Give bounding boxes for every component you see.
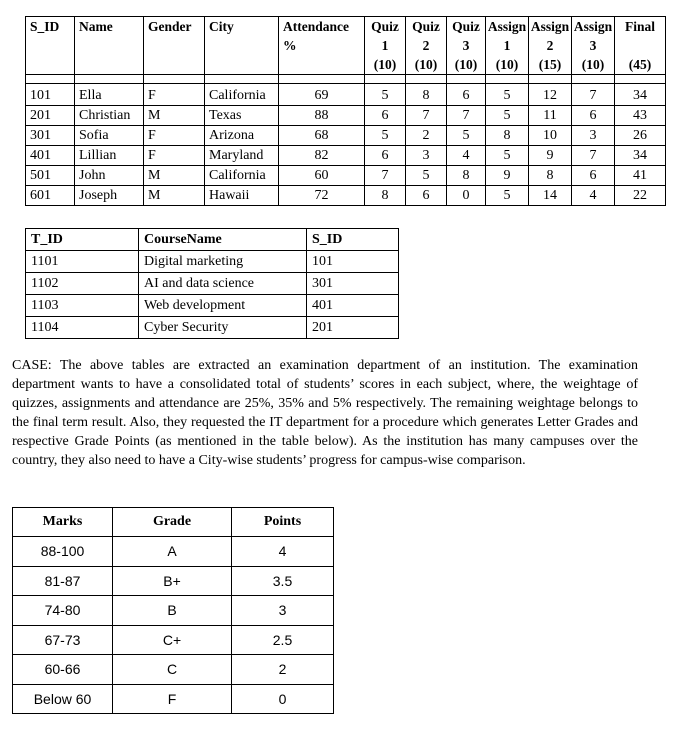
table-cell: 6 xyxy=(572,106,615,126)
table-cell: 5 xyxy=(486,186,529,206)
table-cell: 68 xyxy=(279,126,365,146)
table-cell: 1102 xyxy=(26,273,139,295)
table-cell: 69 xyxy=(279,84,365,106)
table-cell: 101 xyxy=(26,84,75,106)
table-row xyxy=(26,186,666,206)
table-cell: 201 xyxy=(307,317,399,339)
table-cell: Cyber Security xyxy=(139,317,307,339)
table-cell: 22 xyxy=(615,186,666,206)
table-cell: 3 xyxy=(232,596,334,626)
table-cell: F xyxy=(144,146,205,166)
header-grade: Grade xyxy=(113,508,232,537)
table-cell: Joseph xyxy=(75,186,144,206)
header-quiz-2: Quiz 2 (10) xyxy=(406,17,447,75)
table-cell: 1103 xyxy=(26,295,139,317)
header-quiz-1: Quiz 1 (10) xyxy=(365,17,406,75)
table-cell: 12 xyxy=(529,84,572,106)
table-row xyxy=(13,596,334,626)
table-cell: Ella xyxy=(75,84,144,106)
header-course-name: CourseName xyxy=(139,229,307,251)
table-cell: 7 xyxy=(572,146,615,166)
table-cell: 3 xyxy=(406,146,447,166)
table-cell: 5 xyxy=(486,106,529,126)
table-cell: 5 xyxy=(486,84,529,106)
table-cell: 2.5 xyxy=(232,625,334,655)
header-final: Final (45) xyxy=(615,17,666,75)
table-row xyxy=(26,317,399,339)
students-header-row xyxy=(26,17,666,75)
table-cell: 101 xyxy=(307,251,399,273)
table-cell: 4 xyxy=(447,146,486,166)
header-tid: T_ID xyxy=(26,229,139,251)
table-cell: 82 xyxy=(279,146,365,166)
table-cell: Digital marketing xyxy=(139,251,307,273)
table-cell: 401 xyxy=(26,146,75,166)
header-sid: S_ID xyxy=(26,17,75,75)
table-cell: AI and data science xyxy=(139,273,307,295)
grades-table xyxy=(12,507,334,714)
table-cell: 72 xyxy=(279,186,365,206)
table-cell: 5 xyxy=(406,166,447,186)
table-cell: F xyxy=(144,84,205,106)
table-cell: 7 xyxy=(447,106,486,126)
table-cell: 8 xyxy=(365,186,406,206)
case-paragraph: CASE: The above tables are extracted an examination department of an institution. The examination department wants to have a consolidated total of students’ scores in each subject, where, the weightage of quizzes, assignments and attendance are 25%, 35% and 5% respectively. The remaining weightage belongs to the final term result. Also, they requested the IT department for a procedure which generates Letter Grades and respective Grade Points (as mentioned in the table below). As the institution has many campuses over the country, they also need to have a City-wise students’ progress for campus-wise comparison. xyxy=(12,358,638,468)
table-cell: 5 xyxy=(447,126,486,146)
header-assign-2: Assign 2 (15) xyxy=(529,17,572,75)
table-cell: 43 xyxy=(615,106,666,126)
table-cell: 60-66 xyxy=(13,655,113,685)
table-cell: 11 xyxy=(529,106,572,126)
table-row xyxy=(13,566,334,596)
table-cell: California xyxy=(205,166,279,186)
table-cell: 6 xyxy=(406,186,447,206)
table-cell: 88-100 xyxy=(13,537,113,567)
header-city: City xyxy=(205,17,279,75)
table-row xyxy=(26,126,666,146)
table-cell: 88 xyxy=(279,106,365,126)
table-cell: Texas xyxy=(205,106,279,126)
table-cell: 6 xyxy=(365,146,406,166)
table-cell: M xyxy=(144,166,205,186)
table-cell: 26 xyxy=(615,126,666,146)
table-row xyxy=(26,251,399,273)
table-cell: 9 xyxy=(529,146,572,166)
table-cell: 60 xyxy=(279,166,365,186)
table-cell: B xyxy=(113,596,232,626)
header-assign-1: Assign 1 (10) xyxy=(486,17,529,75)
students-table xyxy=(25,16,666,206)
table-row xyxy=(13,684,334,714)
table-row xyxy=(26,146,666,166)
table-cell: Arizona xyxy=(205,126,279,146)
table-cell: 3 xyxy=(572,126,615,146)
table-cell: Christian xyxy=(75,106,144,126)
table-cell: 74-80 xyxy=(13,596,113,626)
table-cell: 501 xyxy=(26,166,75,186)
table-cell: 6 xyxy=(365,106,406,126)
table-cell: 2 xyxy=(232,655,334,685)
table-cell: C xyxy=(113,655,232,685)
table-cell: M xyxy=(144,186,205,206)
table-cell: 81-87 xyxy=(13,566,113,596)
table-cell: 5 xyxy=(365,126,406,146)
table-cell: 2 xyxy=(406,126,447,146)
table-cell: 8 xyxy=(486,126,529,146)
table-row xyxy=(13,655,334,685)
table-cell: 10 xyxy=(529,126,572,146)
table-row xyxy=(26,295,399,317)
table-cell: 7 xyxy=(572,84,615,106)
table-cell: Hawaii xyxy=(205,186,279,206)
header-spacer-row xyxy=(26,75,666,84)
table-cell: Sofia xyxy=(75,126,144,146)
table-cell: 34 xyxy=(615,84,666,106)
table-cell: 301 xyxy=(26,126,75,146)
table-cell: 34 xyxy=(615,146,666,166)
table-cell: John xyxy=(75,166,144,186)
table-cell: 67-73 xyxy=(13,625,113,655)
header-quiz-3: Quiz 3 (10) xyxy=(447,17,486,75)
table-cell: 4 xyxy=(232,537,334,567)
table-row xyxy=(26,106,666,126)
table-cell: C+ xyxy=(113,625,232,655)
table-cell: 8 xyxy=(529,166,572,186)
table-cell: Web development xyxy=(139,295,307,317)
header-attendance: Attendance % xyxy=(279,17,365,75)
table-cell: 5 xyxy=(365,84,406,106)
teachers-table xyxy=(25,228,399,339)
table-cell: 7 xyxy=(365,166,406,186)
table-cell: 601 xyxy=(26,186,75,206)
table-cell: 14 xyxy=(529,186,572,206)
header-marks: Marks xyxy=(13,508,113,537)
table-row xyxy=(26,166,666,186)
table-cell: 5 xyxy=(486,146,529,166)
table-row xyxy=(26,84,666,106)
table-row xyxy=(13,537,334,567)
table-cell: 6 xyxy=(572,166,615,186)
table-cell: M xyxy=(144,106,205,126)
table-cell: A xyxy=(113,537,232,567)
table-cell: 7 xyxy=(406,106,447,126)
table-cell: 0 xyxy=(232,684,334,714)
table-cell: 9 xyxy=(486,166,529,186)
table-cell: B+ xyxy=(113,566,232,596)
table-cell: Below 60 xyxy=(13,684,113,714)
header-name: Name xyxy=(75,17,144,75)
table-row xyxy=(13,625,334,655)
table-cell: Lillian xyxy=(75,146,144,166)
table-cell: 8 xyxy=(447,166,486,186)
table-cell: 401 xyxy=(307,295,399,317)
table-cell: 0 xyxy=(447,186,486,206)
table-cell: California xyxy=(205,84,279,106)
table-cell: Maryland xyxy=(205,146,279,166)
table-cell: F xyxy=(144,126,205,146)
table-cell: 201 xyxy=(26,106,75,126)
grades-header-row xyxy=(13,508,334,537)
table-row xyxy=(26,273,399,295)
table-cell: F xyxy=(113,684,232,714)
table-cell: 8 xyxy=(406,84,447,106)
table-cell: 1104 xyxy=(26,317,139,339)
table-cell: 4 xyxy=(572,186,615,206)
table-cell: 301 xyxy=(307,273,399,295)
header-gender: Gender xyxy=(144,17,205,75)
table-cell: 6 xyxy=(447,84,486,106)
table-cell: 41 xyxy=(615,166,666,186)
table-cell: 1101 xyxy=(26,251,139,273)
table-cell: 3.5 xyxy=(232,566,334,596)
header-course-sid: S_ID xyxy=(307,229,399,251)
header-points: Points xyxy=(232,508,334,537)
header-assign-3: Assign 3 (10) xyxy=(572,17,615,75)
teachers-header-row xyxy=(26,229,399,251)
